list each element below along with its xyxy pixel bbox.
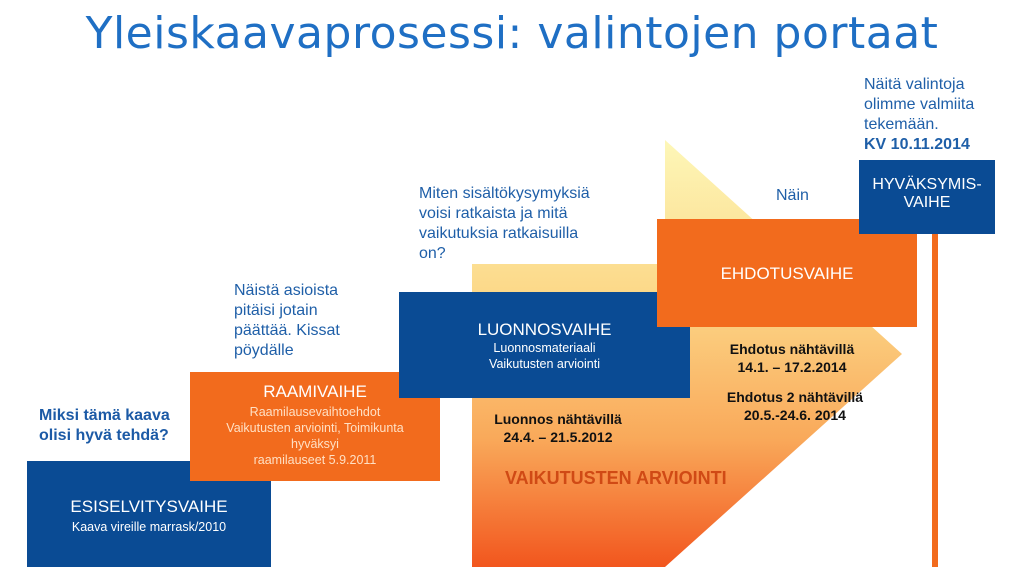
timeline-line (932, 234, 938, 567)
phase-esiselvitys-label: ESISELVITYSVAIHE (70, 497, 228, 516)
note-valintoja (864, 75, 974, 155)
phase-ehdotus-label: EHDOTUSVAIHE (720, 264, 854, 283)
dates-ehdotus2 (705, 388, 885, 424)
note-naista (234, 281, 340, 361)
note-miten-line: on? (419, 245, 446, 262)
note-naista-line: pöydälle (234, 342, 294, 359)
dates-luonnos-line: 24.4. – 21.5.2012 (503, 429, 613, 445)
note-miksi-line: olisi hyvä tehdä? (39, 427, 169, 444)
phase-raami-sub-3: raamilauseet 5.9.2011 (253, 453, 377, 467)
arrow-label: VAIKUTUSTEN ARVIOINTI (505, 468, 727, 488)
phase-luonnos (399, 292, 690, 398)
phase-luonnos-sub-2: Vaikutusten arviointi (489, 357, 600, 371)
note-miten-line: vaikutuksia ratkaisuilla (419, 225, 579, 242)
note-miksi (39, 406, 170, 446)
phase-raami-label: RAAMIVAIHE (263, 382, 367, 401)
note-valintoja-line: Näitä valintoja (864, 76, 965, 93)
phase-raami-sub-2: Vaikutusten arviointi, Toimikunta hyväksyi (226, 421, 404, 451)
phase-hyvaksymis-label-1: HYVÄKSYMIS- (872, 176, 982, 193)
dates-ehdotus2-line: Ehdotus 2 nähtävillä (726, 389, 864, 405)
note-naista-line: päättää. Kissat (234, 322, 340, 339)
dates-ehdotus1-line: Ehdotus nähtävillä (729, 341, 855, 357)
dates-luonnos (478, 410, 638, 446)
dates-ehdotus1-line: 14.1. – 17.2.2014 (737, 359, 847, 375)
phase-hyvaksymis (859, 160, 995, 234)
note-miksi-line: Miksi tämä kaava (39, 407, 170, 424)
phase-luonnos-sub-1: Luonnosmateriaali (493, 341, 596, 355)
phase-raami-sub-1: Raamilausevaihtoehdot (249, 405, 381, 419)
note-nain: Näin (776, 187, 809, 204)
note-miten (419, 184, 590, 264)
note-naista-line: pitäisi jotain (234, 302, 318, 319)
note-kv-date: KV 10.11.2014 (864, 136, 970, 153)
phase-luonnos-label: LUONNOSVAIHE (477, 320, 612, 339)
dates-ehdotus2-line: 20.5.-24.6. 2014 (744, 407, 846, 423)
note-miten-line: Miten sisältökysymyksiä (419, 185, 590, 202)
note-valintoja-line: olimme valmiita (864, 96, 975, 113)
page-title: Yleiskaavaprosessi: valintojen portaat (85, 8, 939, 59)
phase-ehdotus (657, 219, 917, 327)
phase-hyvaksymis-label-2: VAIHE (903, 194, 951, 211)
note-miten-line: voisi ratkaista ja mitä (419, 205, 568, 222)
dates-luonnos-line: Luonnos nähtävillä (494, 411, 622, 427)
phase-esiselvitys-sub: Kaava vireille marrask/2010 (71, 520, 227, 534)
note-naista-line: Näistä asioista (234, 282, 339, 299)
dates-ehdotus1 (712, 340, 872, 376)
note-valintoja-line: tekemään. (864, 116, 939, 133)
